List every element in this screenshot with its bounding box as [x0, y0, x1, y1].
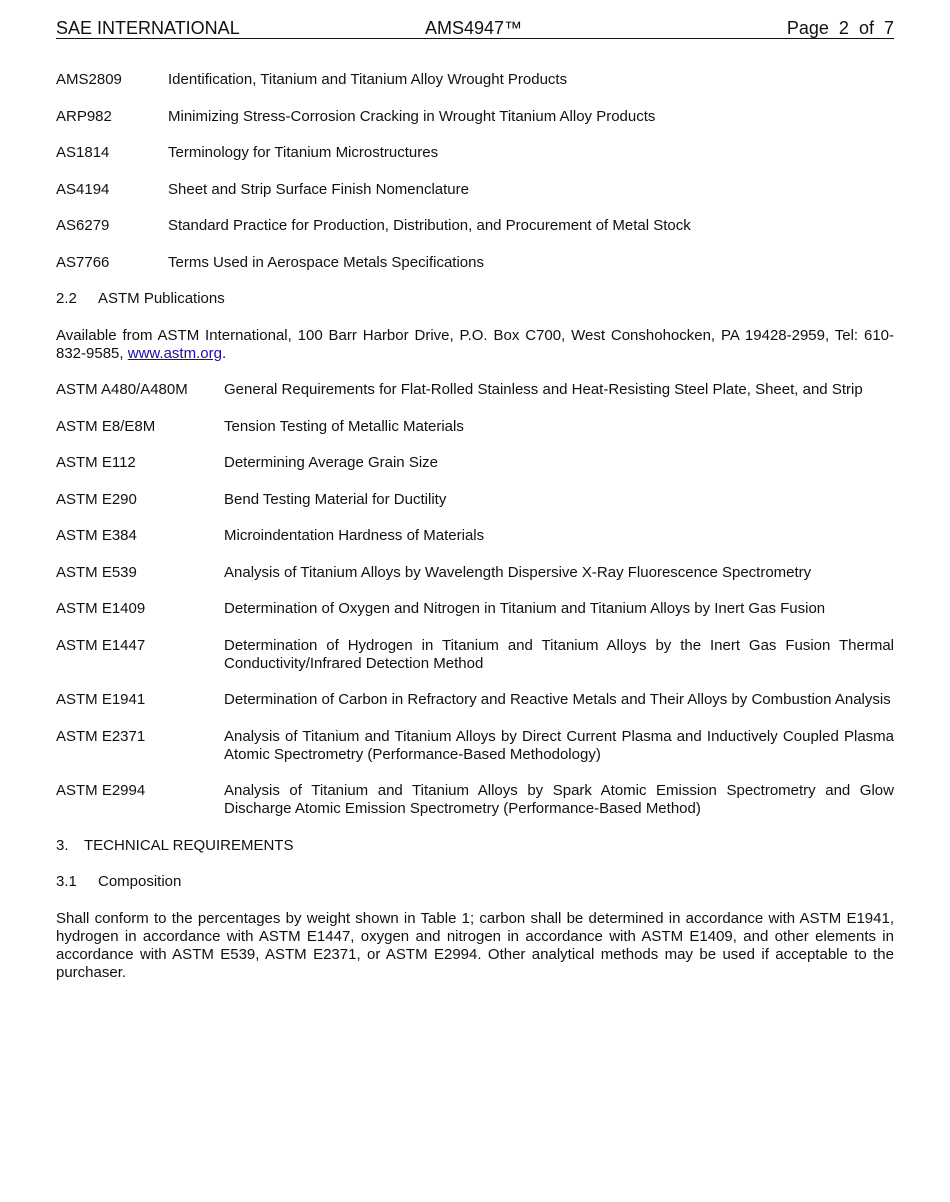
document-body — [56, 71, 894, 1000]
reference-code: AS7766 — [56, 253, 110, 271]
reference-row — [56, 254, 894, 272]
reference-code: ASTM E1409 — [56, 600, 146, 617]
reference-row — [56, 454, 894, 472]
reference-row — [56, 691, 894, 709]
reference-title: Analysis of Titanium and Titanium Alloys by Spark Atomic Emission Spectrometry and Glow Discharge Atomic Emission Spectrometry (Performance-Based Method) — [224, 782, 894, 817]
reference-row — [56, 527, 894, 545]
section-heading-3-1 — [56, 873, 894, 891]
reference-code: AMS2809 — [56, 71, 122, 88]
astm-website-link[interactable]: www.astm.org — [127, 344, 222, 362]
reference-title: Tension Testing of Metallic Materials — [224, 417, 464, 435]
reference-row — [56, 418, 894, 436]
reference-row — [56, 491, 894, 509]
reference-code: ASTM E290 — [56, 490, 137, 508]
reference-row — [56, 381, 894, 399]
reference-title: Analysis of Titanium and Titanium Alloys by Direct Current Plasma and Inductively Coupled Plasma Atomic Spectrometry (Performance-Based Methodology) — [224, 727, 894, 763]
page-total: 7 — [883, 18, 894, 38]
page-header — [56, 18, 894, 39]
section-heading-2-2 — [56, 290, 894, 308]
section-heading-3 — [56, 837, 894, 855]
reference-code: ASTM E2371 — [56, 727, 146, 745]
reference-title: Determination of Carbon in Refractory and Reactive Metals and Their Alloys by Combustion Analysis — [224, 691, 891, 708]
section-number: 3. — [56, 836, 69, 854]
reference-row — [56, 71, 894, 89]
reference-code: ASTM E1941 — [56, 691, 146, 708]
reference-code: ASTM E539 — [56, 563, 137, 581]
reference-title: Minimizing Stress-Corrosion Cracking in Wrought Titanium Alloy Products — [168, 107, 656, 125]
reference-code: AS1814 — [56, 144, 110, 161]
reference-title: Analysis of Titanium Alloys by Wavelength Dispersive X-Ray Fluorescence Spectrometry — [224, 563, 812, 581]
reference-title: Determination of Hydrogen in Titanium and Titanium Alloys by the Inert Gas Fusion Thermal Conductivity/Infrared Detection Method — [224, 636, 894, 672]
page-current: 2 — [838, 18, 849, 38]
header-doc-number: AMS4947™ — [425, 18, 523, 38]
section-title: ASTM Publications — [98, 290, 225, 307]
reference-title: Identification, Titanium and Titanium Alloy Wrought Products — [168, 71, 568, 88]
reference-title: Determination of Oxygen and Nitrogen in Titanium and Titanium Alloys by Inert Gas Fusion — [224, 600, 826, 617]
reference-code: ASTM E384 — [56, 527, 137, 544]
page-label: Page — [786, 18, 829, 38]
reference-row — [56, 181, 894, 199]
reference-title: Microindentation Hardness of Materials — [224, 527, 485, 544]
reference-code: ASTM A480/A480M — [56, 381, 188, 398]
reference-row — [56, 217, 894, 235]
reference-title: Terminology for Titanium Microstructures — [168, 144, 439, 161]
astm-availability-paragraph — [56, 327, 894, 363]
reference-row — [56, 108, 894, 126]
reference-row — [56, 144, 894, 162]
section-title: Composition — [98, 873, 182, 890]
section-title: TECHNICAL REQUIREMENTS — [84, 836, 294, 854]
reference-code: ASTM E8/E8M — [56, 417, 156, 435]
reference-title: Determining Average Grain Size — [224, 454, 438, 471]
reference-code: ARP982 — [56, 107, 112, 125]
reference-title: Bend Testing Material for Ductility — [224, 490, 447, 508]
reference-code: ASTM E112 — [56, 454, 136, 471]
availability-text: Available from ASTM International, 100 Barr Harbor Drive, P.O. Box C700, West Conshohocken, PA 19428-2959, Tel: 610-832-9585, — [56, 326, 894, 362]
reference-title: Terms Used in Aerospace Metals Specifications — [168, 253, 484, 271]
reference-code: ASTM E2994 — [56, 782, 146, 799]
reference-row — [56, 564, 894, 582]
composition-paragraph: Shall conform to the percentages by weight shown in Table 1; carbon shall be determined in accordance with ASTM E1941, hydrogen in accordance with ASTM E1447, oxygen and nitrogen in accordance with ASTM E1409, and other elements in accordance with ASTM E539, ASTM E2371, or ASTM E2994. Other analytical methods may be used if acceptable to the purchaser. — [56, 909, 894, 981]
header-org: SAE INTERNATIONAL — [56, 18, 240, 38]
reference-code: AS4194 — [56, 180, 110, 198]
reference-title: Standard Practice for Production, Distribution, and Procurement of Metal Stock — [168, 217, 691, 234]
reference-code: ASTM E1447 — [56, 636, 146, 654]
reference-title: Sheet and Strip Surface Finish Nomenclature — [168, 180, 469, 198]
header-page-number — [787, 18, 894, 38]
reference-row — [56, 728, 894, 764]
page-of: of — [858, 18, 874, 38]
reference-row — [56, 600, 894, 618]
section-number: 3.1 — [56, 873, 77, 890]
reference-row — [56, 637, 894, 673]
section-number: 2.2 — [56, 290, 77, 307]
reference-row — [56, 782, 894, 818]
availability-trailing: . — [221, 344, 227, 362]
reference-code: AS6279 — [56, 217, 110, 234]
reference-title: General Requirements for Flat-Rolled Stainless and Heat-Resisting Steel Plate, Sheet, and Strip — [224, 381, 863, 398]
